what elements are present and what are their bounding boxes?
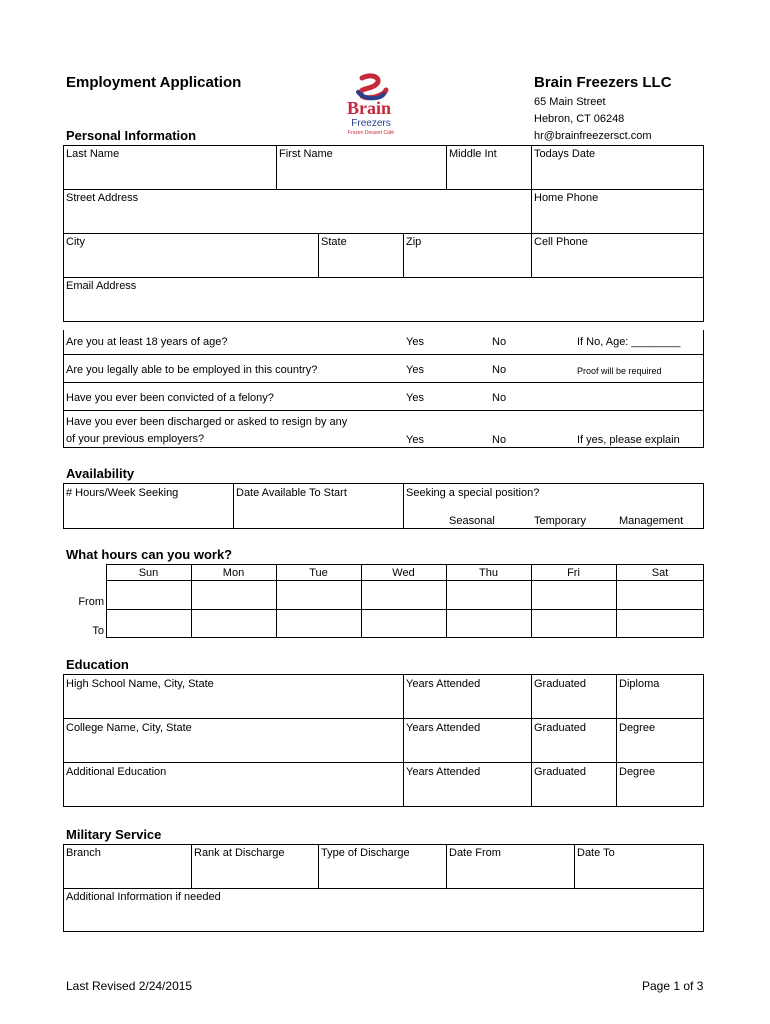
company-address-line2: Hebron, CT 06248 [534,113,625,125]
street-address-field[interactable]: Street Address [66,192,139,204]
additional-education-field[interactable]: Additional Education [66,766,167,778]
college-degree-field[interactable]: Degree [619,722,656,734]
last-revised: Last Revised 2/24/2015 [66,979,193,993]
management-option[interactable]: Management [619,515,684,527]
question-felony: Have you ever been convicted of a felony? [66,392,274,404]
rank-field[interactable]: Rank at Discharge [194,847,285,859]
discharged-yes-option[interactable]: Yes [406,434,424,446]
military-heading: Military Service [66,827,162,842]
question-discharged-line2: of your previous employers? [66,433,205,445]
day-sat: Sat [651,567,669,579]
branch-field[interactable]: Branch [66,847,101,859]
question-legal: Are you legally able to be employed in this country? [66,364,318,376]
legal-no-option[interactable]: No [492,364,507,376]
felony-yes-option[interactable]: Yes [406,392,424,404]
temporary-option[interactable]: Temporary [534,515,586,527]
brain-freezers-logo [334,70,404,140]
additional-info-field[interactable]: Additional Information if needed [66,891,221,903]
hs-graduated-field[interactable]: Graduated [534,678,586,690]
discharged-note: If yes, please explain [577,434,680,446]
logo-text: Brain [346,98,392,118]
day-wed: Wed [392,567,415,579]
page-number: Page 1 of 3 [642,979,704,993]
city-field[interactable]: City [66,236,85,248]
special-position-label: Seeking a special position? [406,487,540,499]
date-to-field[interactable]: Date To [577,847,615,859]
state-field[interactable]: State [321,236,347,248]
age-note: If No, Age: ________ [577,336,681,348]
day-thu: Thu [479,567,498,579]
zip-field[interactable]: Zip [406,236,422,248]
hours-heading: What hours can you work? [66,547,233,562]
company-address-line1: 65 Main Street [534,96,606,108]
hs-years-field[interactable]: Years Attended [406,678,481,690]
college-field[interactable]: College Name, City, State [66,722,192,734]
date-from-field[interactable]: Date From [449,847,501,859]
seasonal-option[interactable]: Seasonal [449,515,495,527]
education-table [63,674,704,807]
personal-info-heading: Personal Information [66,128,197,143]
additional-degree-field[interactable]: Degree [619,766,656,778]
legal-note: Proof will be required [577,366,662,376]
company-name: Brain Freezers LLC [534,74,672,91]
page-title: Employment Application [66,74,242,91]
age-yes-option[interactable]: Yes [406,336,424,348]
question-discharged: Have you ever been discharged or asked to resign by any [66,416,348,428]
high-school-field[interactable]: High School Name, City, State [66,678,214,690]
question-age: Are you at least 18 years of age? [66,336,228,348]
logo-sub: Freezers [351,118,391,129]
day-fri: Fri [567,567,580,579]
felony-no-option[interactable]: No [492,392,507,404]
college-graduated-field[interactable]: Graduated [534,722,586,734]
logo-tag: Frozen Dessert Café [347,130,395,136]
date-available-field[interactable]: Date Available To Start [236,487,347,499]
day-tue: Tue [309,567,328,579]
to-label: To [92,625,104,637]
hs-diploma-field[interactable]: Diploma [619,678,660,690]
middle-initial-field[interactable]: Middle Int [449,148,497,160]
availability-heading: Availability [66,466,135,481]
day-mon: Mon [222,567,245,579]
discharge-type-field[interactable]: Type of Discharge [321,847,410,859]
additional-graduated-field[interactable]: Graduated [534,766,586,778]
discharged-no-option[interactable]: No [492,434,507,446]
education-heading: Education [66,657,129,672]
additional-years-field[interactable]: Years Attended [406,766,481,778]
hours-week-field[interactable]: # Hours/Week Seeking [66,487,179,499]
todays-date-field[interactable]: Todays Date [534,148,596,160]
home-phone-field[interactable]: Home Phone [534,192,599,204]
last-name-field[interactable]: Last Name [66,148,120,160]
age-no-option[interactable]: No [492,336,507,348]
day-sun: Sun [138,567,159,579]
from-label: From [78,596,104,608]
cell-phone-field[interactable]: Cell Phone [534,236,588,248]
company-email: hr@brainfreezersct.com [534,130,652,142]
college-years-field[interactable]: Years Attended [406,722,481,734]
email-address-field[interactable]: Email Address [66,280,137,292]
legal-yes-option[interactable]: Yes [406,364,424,376]
first-name-field[interactable]: First Name [279,148,333,160]
